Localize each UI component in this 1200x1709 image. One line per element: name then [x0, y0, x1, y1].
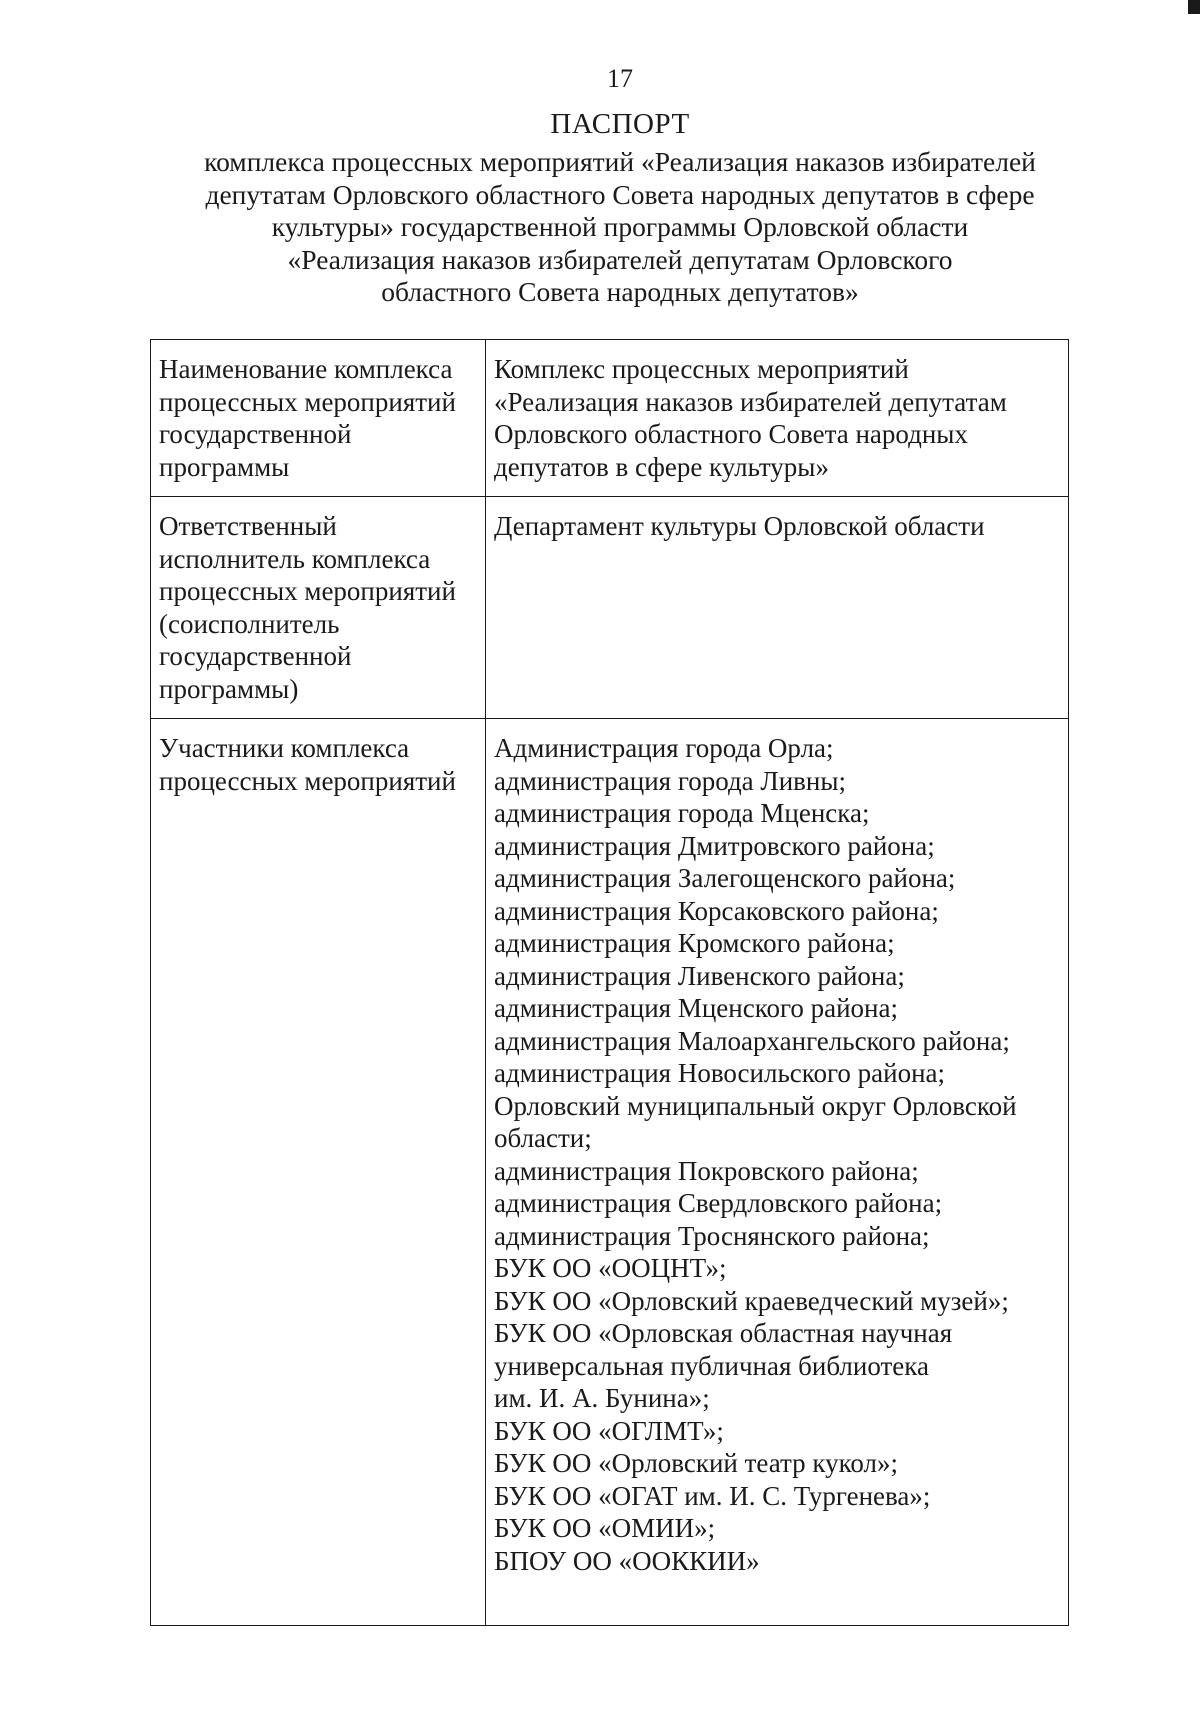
participant-line: Администрация города Орла;	[494, 733, 834, 763]
participant-line: БУК ОО «ОМИИ»;	[494, 1513, 716, 1543]
cell-line: Наименование комплекса	[159, 354, 453, 384]
document-subtitle	[0, 146, 1200, 309]
cell-line: (соисполнитель	[159, 608, 340, 639]
participant-line: администрация города Ливны;	[494, 765, 847, 796]
subtitle-line: областного Совета народных депутатов»	[381, 276, 859, 307]
subtitle-line: «Реализация наказов избирателей депутатам Орловского	[287, 243, 953, 275]
participant-line: администрация Покровского района;	[494, 1155, 919, 1186]
participant-line: им. И. А. Бунина»;	[494, 1383, 710, 1413]
cell-line: процессных мероприятий	[159, 576, 456, 606]
participant-line: администрация Дмитровского района;	[494, 830, 935, 861]
cell-line: Участники комплекса	[159, 733, 410, 763]
cell-line: исполнитель комплекса	[159, 543, 431, 574]
participant-line: администрация Залегощенского района;	[494, 863, 956, 893]
passport-table	[150, 339, 1069, 1626]
document-title: ПАСПОРТ	[550, 108, 690, 140]
cell-line: процессных мероприятий	[159, 765, 456, 796]
participant-line: администрация Троснянского района;	[494, 1220, 930, 1251]
cell-line: государственной	[159, 641, 352, 671]
cell-line: Департамент культуры Орловской области	[494, 511, 985, 541]
participant-line: администрация Ливенского района;	[494, 960, 905, 991]
subtitle-line: комплекса процессных мероприятий «Реализация наказов избирателей	[204, 146, 1036, 177]
participant-line: БУК ОО «ОГЛМТ»;	[494, 1415, 724, 1446]
participant-line: администрация города Мценска;	[494, 798, 870, 828]
label-cell-responsible-executor	[151, 497, 486, 719]
participant-line: БУК ОО «ООЦНТ»;	[494, 1253, 727, 1283]
cell-line: Орловского областного Совета народных	[494, 419, 968, 449]
participant-line: администрация Новосильского района;	[494, 1058, 946, 1088]
table-row-program-name	[151, 340, 1069, 497]
scan-corner-mark	[1188, 0, 1200, 14]
cell-line: программы	[159, 451, 290, 482]
participant-line: БУК ОО «Орловский театр кукол»;	[494, 1448, 899, 1478]
cell-line: депутатов в сфере культуры»	[494, 451, 829, 482]
cell-line: программы)	[159, 673, 299, 704]
participant-line: БУК ОО «ОГАТ им. И. С. Тургенева»;	[494, 1480, 931, 1511]
participant-line: администрация Свердловского района;	[494, 1188, 943, 1218]
page-number: 17	[607, 64, 633, 93]
participant-line: БУК ОО «Орловский краеведческий музей»;	[494, 1285, 1009, 1316]
cell-line: Комплекс процессных мероприятий	[494, 354, 909, 384]
participant-line: администрация Мценского района;	[494, 993, 898, 1023]
value-cell-participants	[486, 719, 1069, 1626]
table-row-participants	[151, 719, 1069, 1626]
table-row-responsible-executor	[151, 497, 1069, 719]
participant-line: Орловский муниципальный округ Орловской	[494, 1090, 1017, 1121]
label-cell-program-name	[151, 340, 486, 497]
value-cell-program-name	[486, 340, 1069, 497]
participant-line: администрация Кромского района;	[494, 928, 895, 958]
cell-line: процессных мероприятий	[159, 386, 456, 417]
cell-line: «Реализация наказов избирателей депутатам	[494, 386, 1007, 417]
cell-line: Ответственный	[159, 511, 337, 541]
participant-line: БУК ОО «Орловская областная научная	[494, 1318, 953, 1348]
participant-line: области;	[494, 1123, 592, 1153]
subtitle-line: депутатам Орловского областного Совета народных депутатов в сфере	[205, 178, 1035, 210]
value-cell-responsible-executor	[486, 497, 1069, 719]
subtitle-line: культуры» государственной программы Орловской области	[271, 211, 969, 242]
participant-line: администрация Малоархангельского района;	[494, 1025, 1010, 1056]
participant-line: универсальная публичная библиотека	[494, 1350, 929, 1381]
label-cell-participants	[151, 719, 486, 1626]
participant-line: БПОУ ОО «ООККИИ»	[494, 1545, 760, 1576]
participant-line: администрация Корсаковского района;	[494, 895, 939, 926]
cell-line: государственной	[159, 419, 352, 449]
